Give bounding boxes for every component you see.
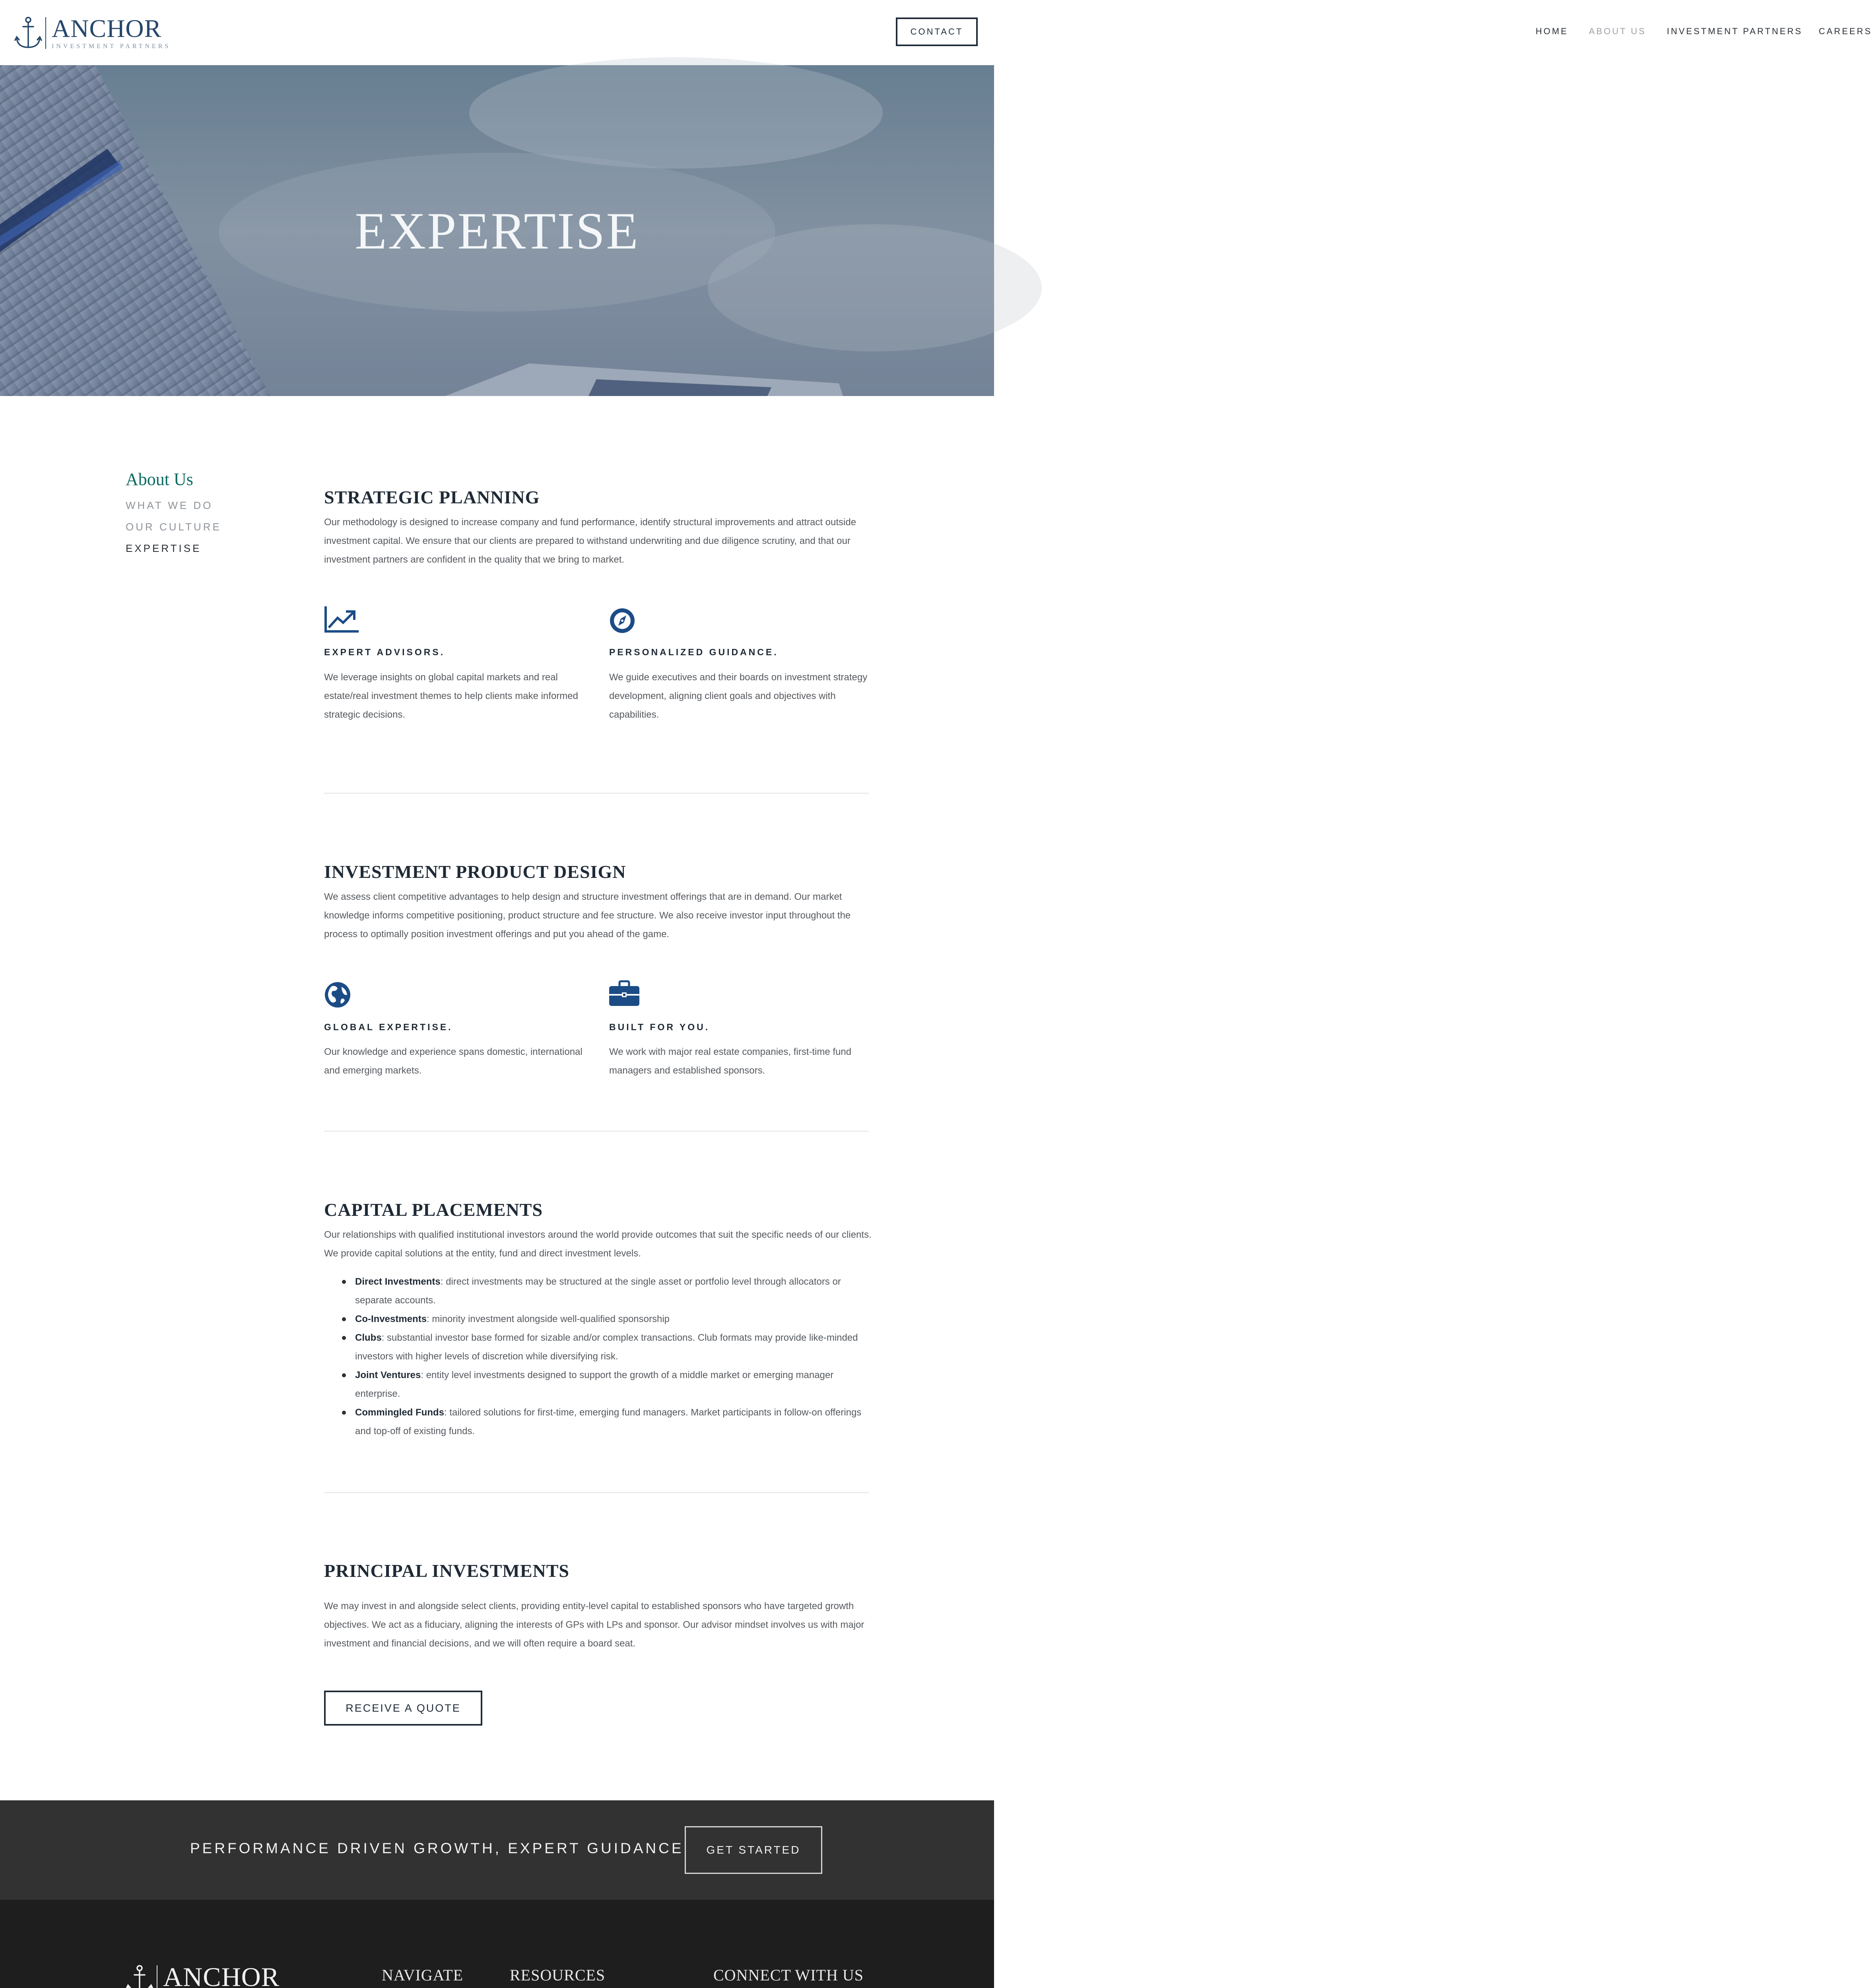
brand-logo[interactable] (14, 15, 171, 51)
section-title-capital-placements: CAPITAL PLACEMENTS (324, 1200, 543, 1220)
sidebar-link-expertise[interactable]: EXPERTISE (126, 542, 202, 554)
trending-chart-icon (324, 607, 358, 633)
list-item-text: : minority investment alongside well-qualified sponsorship (427, 1314, 670, 1324)
section-title-investment-product-design: INVESTMENT PRODUCT DESIGN (324, 862, 626, 882)
feature-text-global-expertise: Our knowledge and experience spans domestic, international and emerging markets. (324, 1046, 583, 1076)
footer-navigate-title: NAVIGATE (382, 1966, 464, 1984)
cta-band (0, 1800, 994, 1900)
section-divider (324, 1492, 869, 1493)
list-item-term: Direct Investments (355, 1276, 441, 1287)
cta-text: PERFORMANCE DRIVEN GROWTH, EXPERT GUIDANCE (190, 1840, 684, 1856)
list-item-term: Commingled Funds (355, 1407, 444, 1418)
nav-investment-partners[interactable]: INVESTMENT PARTNERS (1667, 26, 1803, 36)
globe-icon (324, 981, 351, 1008)
brand-subtitle: INVESTMENT PARTNERS (52, 43, 171, 50)
list-item (324, 1366, 873, 1403)
list-item-term: Clubs (355, 1332, 382, 1343)
page-title: EXPERTISE (355, 202, 639, 260)
feature-text-built-for-you: We work with major real estate companies, first-time fund managers and established sponsors. (609, 1046, 852, 1076)
section-divider (324, 793, 869, 794)
feature-text-personalized-guidance: We guide executives and their boards on investment strategy development, aligning client goals and objectives with capabilities. (609, 672, 868, 720)
feature-title-expert-advisors: EXPERT ADVISORS. (324, 647, 445, 657)
site-footer (0, 1900, 994, 1988)
footer-resources-title: RESOURCES (510, 1966, 606, 1984)
site-header (0, 0, 1872, 65)
list-item-text: : tailored solutions for first-time, emerging fund managers. Market participants in follow-on offerings and top-off of existing funds. (355, 1407, 862, 1437)
footer-brand-name: ANCHOR (163, 1962, 280, 1988)
section-title-strategic-planning: STRATEGIC PLANNING (324, 487, 540, 507)
hero-banner (0, 65, 994, 396)
list-item-term: Co-Investments (355, 1314, 427, 1324)
feature-title-built-for-you: BUILT FOR YOU. (609, 1022, 710, 1032)
capital-placements-text: Our relationships with qualified institutional investors around the world provide outcomes that suit the specific needs of our clients. We provide capital solutions at the entity, fund and direct investment levels. (324, 1229, 872, 1259)
list-item (324, 1310, 873, 1328)
nav-careers[interactable]: CAREERS (1819, 26, 1872, 36)
list-item-text: : direct investments may be structured at the single asset or portfolio level through allocators or separate accounts. (355, 1276, 841, 1306)
contact-button[interactable]: CONTACT (896, 17, 978, 46)
brand-name: ANCHOR (52, 14, 162, 43)
feature-title-personalized-guidance: PERSONALIZED GUIDANCE. (609, 647, 779, 657)
sidebar-link-our-culture[interactable]: OUR CULTURE (126, 521, 221, 533)
receive-quote-button[interactable]: RECEIVE A QUOTE (324, 1691, 482, 1726)
section-title-principal-investments: PRINCIPAL INVESTMENTS (324, 1561, 569, 1581)
list-item (324, 1328, 873, 1366)
get-started-button[interactable]: GET STARTED (685, 1826, 822, 1874)
principal-investments-text: We may invest in and alongside select clients, providing entity-level capital to established sponsors who have targeted growth objectives. We act as a fiduciary, aligning the interests of GPs with LPs and sponsor. Our advisor mindset involves us with major investment and financial decisions, and we will often require a board seat. (324, 1601, 864, 1649)
section-divider (324, 1131, 869, 1132)
strategic-planning-text: Our methodology is designed to increase company and fund performance, identify structural improvements and attract outside investment capital. We ensure that our clients are prepared to withstand underwriting and due diligence scrutiny, and that our investment partners are confident in the quality that we bring to market. (324, 517, 856, 565)
sidebar-title: About Us (126, 470, 193, 489)
briefcase-icon (608, 980, 640, 1007)
list-item-term: Joint Ventures (355, 1370, 421, 1380)
list-item-text: : entity level investments designed to support the growth of a middle market or emerging manager enterprise. (355, 1370, 834, 1399)
footer-logo[interactable] (126, 1963, 282, 1988)
sidebar-link-what-we-do[interactable]: WHAT WE DO (126, 499, 213, 511)
list-item (324, 1272, 873, 1310)
nav-about-us[interactable]: ABOUT US (1589, 26, 1647, 36)
anchor-logo-icon (14, 16, 42, 50)
feature-title-global-expertise: GLOBAL EXPERTISE. (324, 1022, 453, 1032)
list-item (324, 1403, 873, 1441)
nav-home[interactable]: HOME (1536, 26, 1568, 36)
capital-placements-list (324, 1272, 873, 1441)
logo-divider (45, 17, 46, 49)
anchor-logo-icon (126, 1965, 153, 1988)
list-item-text: : substantial investor base formed for sizable and/or complex transactions. Club formats may provide like-minded investors with higher levels of discretion while diversifying risk. (355, 1332, 858, 1362)
compass-icon (608, 607, 636, 635)
footer-connect-title: CONNECT WITH US (713, 1966, 864, 1984)
feature-text-expert-advisors: We leverage insights on global capital markets and real estate/real investment themes to help clients make informed strategic decisions. (324, 672, 578, 720)
investment-product-design-text: We assess client competitive advantages to help design and structure investment offerings that are in demand. Our market knowledge informs competitive positioning, product structure and fee structure. We also receive investor input throughout the process to optimally position investment offerings and put you ahead of the game. (324, 891, 851, 940)
